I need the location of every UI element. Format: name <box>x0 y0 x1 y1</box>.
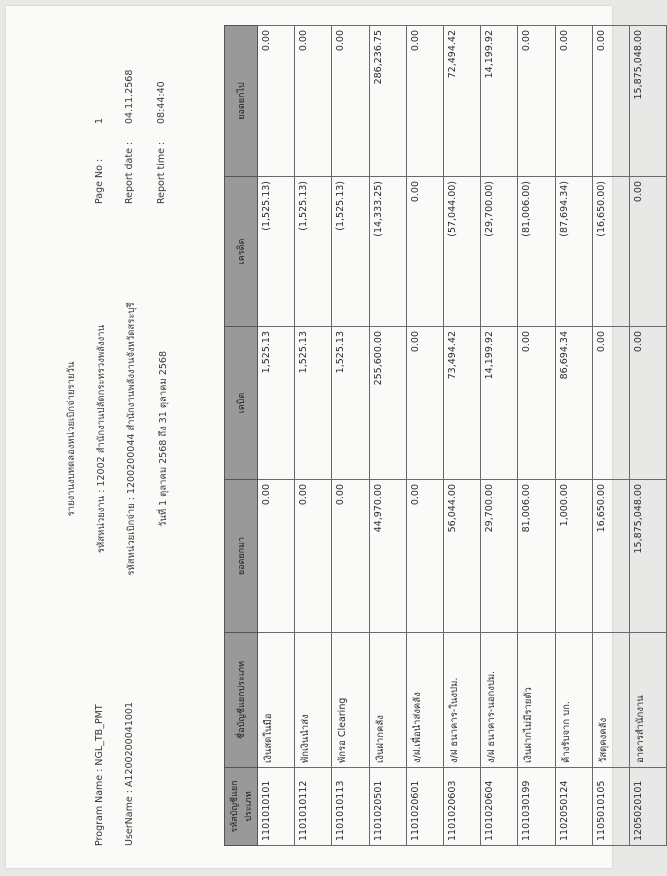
table-row <box>592 26 629 846</box>
credit-cell: (87,694.34) <box>555 177 592 327</box>
header-debit: เดบิต <box>225 327 258 480</box>
debit-cell: 0.00 <box>629 327 666 480</box>
rotated-report-sheet <box>6 14 646 864</box>
balance-forward-cell: 29,700.00 <box>481 480 518 633</box>
report-date-value: 04.11.2568 <box>124 69 135 124</box>
debit-cell: 255,600.00 <box>369 327 406 480</box>
table-row <box>481 26 518 846</box>
debit-cell: 1,525.13 <box>258 327 295 480</box>
table-row <box>295 26 332 846</box>
table-row <box>332 26 369 846</box>
account-code-cell: 1101020501 <box>369 768 406 846</box>
credit-cell: 0.00 <box>406 177 443 327</box>
carried-forward-cell: 15,875,048.00 <box>629 26 666 177</box>
account-code-cell: 1102050124 <box>555 768 592 846</box>
credit-cell: 0.00 <box>629 177 666 327</box>
account-code-cell: 1101010113 <box>332 768 369 846</box>
account-name-cell: อาคารสำนักงาน <box>629 633 666 768</box>
debit-cell: 86,694.34 <box>555 327 592 480</box>
account-name-cell: ง/ฝ ธนาคาร-ในงปม. <box>443 633 480 768</box>
disbursement-unit-line: รหัสหน่วยเบิกจ่าย : 1200200044 สำนักงานพลังงานจังหวัดสระบุรี <box>126 302 137 576</box>
account-code-cell: 1101020604 <box>481 768 518 846</box>
debit-cell: 1,525.13 <box>332 327 369 480</box>
debit-cell: 14,199.92 <box>481 327 518 480</box>
account-code-cell: 1101010112 <box>295 768 332 846</box>
credit-cell: (57,044.00) <box>443 177 480 327</box>
credit-cell: (29,700.00) <box>481 177 518 327</box>
account-code-cell: 1205020101 <box>629 768 666 846</box>
program-name: Program Name : NGL_TB_PMT <box>94 704 105 846</box>
account-name-cell: เงินฝากไม่มีรายตัว <box>518 633 555 768</box>
account-code-cell: 1101030199 <box>518 768 555 846</box>
balance-forward-cell: 16,650.00 <box>592 480 629 633</box>
carried-forward-cell: 0.00 <box>518 26 555 177</box>
account-name-cell: เงินสดในมือ <box>258 633 295 768</box>
report-time-value: 08:44:40 <box>156 81 167 124</box>
table-header-row <box>225 26 258 846</box>
header-carried-forward: ยอดยกไป <box>225 26 258 177</box>
account-code-cell: 1105010105 <box>592 768 629 846</box>
page-no-value: 1 <box>94 117 105 124</box>
balance-forward-cell: 0.00 <box>295 480 332 633</box>
report-date-label: Report date : <box>124 141 135 204</box>
balance-forward-cell: 81,006.00 <box>518 480 555 633</box>
account-code-cell: 1101020603 <box>443 768 480 846</box>
account-code-cell: 1101020601 <box>406 768 443 846</box>
carried-forward-cell: 0.00 <box>592 26 629 177</box>
balance-forward-cell: 44,970.00 <box>369 480 406 633</box>
balance-forward-cell: 0.00 <box>332 480 369 633</box>
user-name: UserName : A1200200041001 <box>124 702 135 846</box>
carried-forward-cell: 0.00 <box>258 26 295 177</box>
page-no-label: Page No : <box>94 158 105 204</box>
header-account-name: ชื่อบัญชีแยกประเภท <box>225 633 258 768</box>
credit-cell: (1,525.13) <box>332 177 369 327</box>
debit-cell: 0.00 <box>518 327 555 480</box>
date-range: วันที่ 1 ตุลาคม 2568 ถึง 31 ตุลาคม 2568 <box>158 351 169 527</box>
debit-cell: 0.00 <box>592 327 629 480</box>
account-code-cell: 1101010101 <box>258 768 295 846</box>
report-title: รายงานงบทดลองหน่วยเบิกจ่ายรายวัน <box>66 361 77 517</box>
account-name-cell: ค้างรับจาก บก. <box>555 633 592 768</box>
account-name-cell: วัสดุคงคลัง <box>592 633 629 768</box>
credit-cell: (16,650.00) <box>592 177 629 327</box>
account-name-cell: ง/ฝ ธนาคาร-นอกงปม. <box>481 633 518 768</box>
account-name-cell: พักรอ Clearing <box>332 633 369 768</box>
carried-forward-cell: 72,494.42 <box>443 26 480 177</box>
balance-forward-cell: 15,875,048.00 <box>629 480 666 633</box>
carried-forward-cell: 0.00 <box>295 26 332 177</box>
header-account-code: รหัสบัญชีแยกประเภท <box>225 768 258 846</box>
account-name-cell: ง/ฝ.เพื่อนำส่งคลัง <box>406 633 443 768</box>
document-page <box>6 6 646 868</box>
table-row <box>406 26 443 846</box>
debit-cell: 73,494.42 <box>443 327 480 480</box>
table-row <box>555 26 592 846</box>
credit-cell: (81,006.00) <box>518 177 555 327</box>
carried-forward-cell: 0.00 <box>406 26 443 177</box>
carried-forward-cell: 0.00 <box>555 26 592 177</box>
credit-cell: (1,525.13) <box>258 177 295 327</box>
carried-forward-cell: 14,199.92 <box>481 26 518 177</box>
table-row <box>518 26 555 846</box>
agency-line: รหัสหน่วยงาน : 12002 สำนักงานปลัดกระทรวงพลังงาน <box>96 324 107 554</box>
carried-forward-cell: 0.00 <box>332 26 369 177</box>
carried-forward-cell: 286,236.75 <box>369 26 406 177</box>
account-name-cell: พักเงินนำส่ง <box>295 633 332 768</box>
debit-cell: 1,525.13 <box>295 327 332 480</box>
table-row <box>629 26 666 846</box>
table-row <box>443 26 480 846</box>
credit-cell: (1,525.13) <box>295 177 332 327</box>
header-credit: เครดิต <box>225 177 258 327</box>
trial-balance-table <box>224 25 667 846</box>
credit-cell: (14,333.25) <box>369 177 406 327</box>
header-balance-forward: ยอดยกมา <box>225 480 258 633</box>
report-time-label: Report time : <box>156 141 167 204</box>
balance-forward-cell: 56,044.00 <box>443 480 480 633</box>
table-row <box>369 26 406 846</box>
table-row <box>258 26 295 846</box>
account-name-cell: เงินฝากคลัง <box>369 633 406 768</box>
balance-forward-cell: 0.00 <box>258 480 295 633</box>
debit-cell: 0.00 <box>406 327 443 480</box>
balance-forward-cell: 0.00 <box>406 480 443 633</box>
balance-forward-cell: 1,000.00 <box>555 480 592 633</box>
